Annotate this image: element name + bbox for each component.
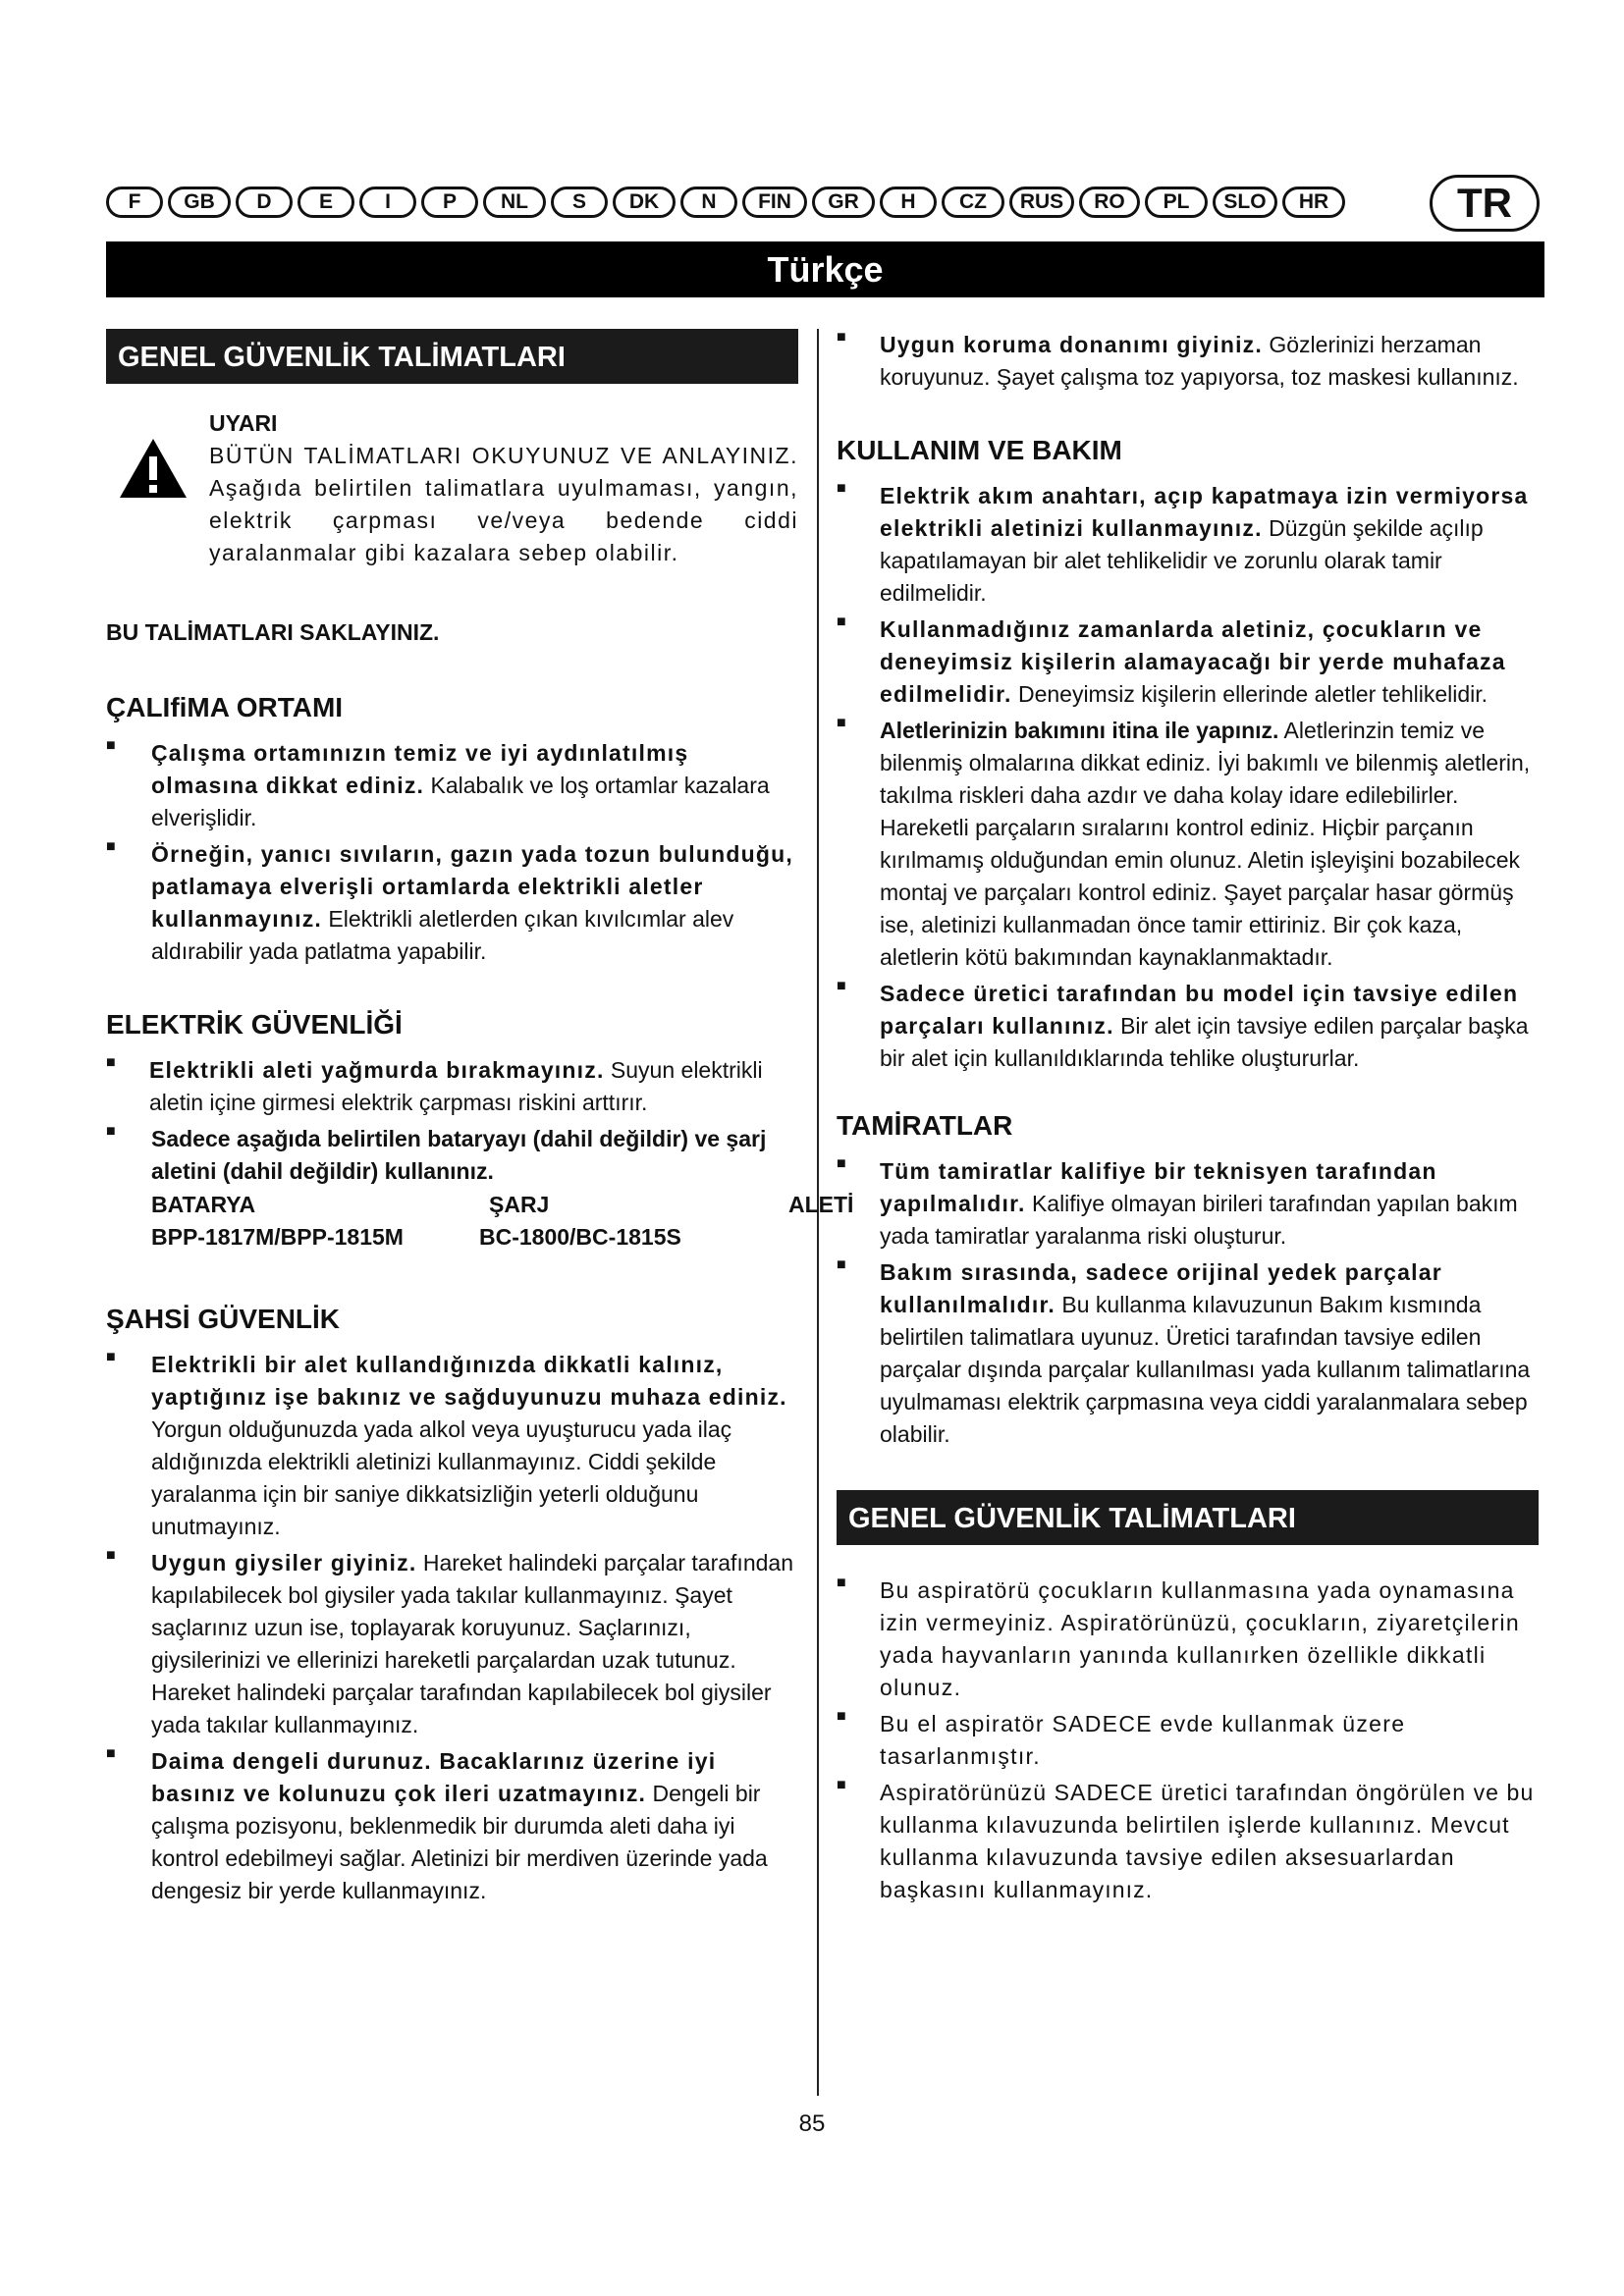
personal-safety-heading: ŞAHSİ GÜVENLİK xyxy=(106,1304,341,1334)
list-item xyxy=(106,1547,798,1741)
lang-dk[interactable]: DK xyxy=(613,187,676,218)
general-safety-heading: GENEL GÜVENLİK TALİMATLARI xyxy=(106,329,798,384)
body-text: Yorgun olduğunuzda yada alkol veya uyuşturucu yada ilaç aldığınızda elektrikli aletinizi kullanmayınız. Ciddi şekilde yaralanma için bir saniye dikkatsizliğin yeterli olduğunu unutmayınız. xyxy=(151,1416,732,1539)
bold-text: Aletlerinizin bakımını itina ile yapınız. xyxy=(880,718,1279,743)
lang-gb[interactable]: GB xyxy=(168,187,231,218)
lang-slo[interactable]: SLO xyxy=(1213,187,1277,218)
keep-instructions: BU TALİMATLARI SAKLAYINIZ. xyxy=(106,619,440,645)
body-text: Suyun elektrikli aletin içine girmesi elektrik çarpması riskini arttırır. xyxy=(149,1057,763,1115)
list-item xyxy=(106,1123,798,1188)
warning-text: BÜTÜN TALİMATLARI OKUYUNUZ VE ANLAYINIZ. Aşağıda belirtilen talimatlara uyulmaması, yangın, elektrik çarpması ve/veya bedende ciddi yaralanmalar gibi kazalara sebep olabilir. xyxy=(209,443,798,565)
bold-text: Sadece üretici tarafından bu model için tavsiye edilen parçaları kullanınız. xyxy=(880,981,1519,1039)
lang-cz[interactable]: CZ xyxy=(942,187,1004,218)
bullet-icon: ■ xyxy=(837,480,846,497)
body-text: Deneyimsiz kişilerin ellerinde aletler tehlikelidir. xyxy=(1017,681,1489,707)
electrical-safety-heading: ELEKTRİK GÜVENLİĞİ xyxy=(106,1009,403,1040)
list-item xyxy=(837,329,1539,394)
lang-rus[interactable]: RUS xyxy=(1009,187,1074,218)
bold-text: Uygun koruma donanımı giyiniz. xyxy=(880,332,1263,357)
bullet-icon: ■ xyxy=(106,838,116,855)
list-item xyxy=(837,1708,1539,1773)
lang-gr[interactable]: GR xyxy=(812,187,875,218)
left-column xyxy=(106,329,854,1911)
battery-charger-table xyxy=(106,1192,854,1260)
page-title: Türkçe xyxy=(106,241,1544,297)
bold-text: Elektrikli aleti yağmurda bırakmayınız. xyxy=(149,1057,605,1083)
list-item xyxy=(106,1745,798,1907)
charger-label: ŞARJ xyxy=(489,1192,550,1217)
body-text: Bu aspiratörü çocukların kullanmasına yada oynamasına izin vermeyiniz. Aspiratörünüzü, çocukların, ziyaretçilerin yada hayvanların yanında kullanırken özellikle dikkatli olunuz. xyxy=(880,1577,1520,1700)
list-item xyxy=(106,838,798,968)
list-item xyxy=(837,480,1539,610)
lang-fin[interactable]: FIN xyxy=(742,187,807,218)
bold-text: Uygun giysiler giyiniz. xyxy=(151,1550,417,1575)
bullet-icon: ■ xyxy=(837,1575,846,1591)
bullet-icon: ■ xyxy=(837,1155,846,1172)
list-item xyxy=(106,1349,798,1543)
bullet-icon: ■ xyxy=(837,614,846,630)
bold-text: Sadece aşağıda belirtilen bataryayı (dahil değildir) ve şarj aletini (dahil değildir) kullanınız. xyxy=(151,1126,767,1184)
bullet-icon: ■ xyxy=(837,1777,846,1793)
warning-label: UYARI xyxy=(209,410,278,436)
list-item xyxy=(837,1155,1539,1253)
bold-text: Daima dengeli durunuz. Bacaklarınız üzerine iyi basınız ve kolunuzu çok ileri uzatmayınız. xyxy=(151,1748,717,1806)
list-item xyxy=(837,978,1539,1075)
charger-label-2: ALETİ xyxy=(788,1192,854,1217)
battery-models: BPP-1817M/BPP-1815M xyxy=(151,1224,404,1250)
body-text: Kalifiye olmayan birileri tarafından yapılan bakım yada tamiratlar yaralanma riski oluşturur. xyxy=(880,1191,1518,1249)
list-item xyxy=(837,1575,1539,1704)
body-text: Bu kullanma kılavuzunun Bakım kısmında belirtilen talimatlara uyunuz. Üretici tarafından tavsiye edilen parçalar dışında parçalar kullanılması yada kullanım talimatlarına uyulmaması elektrik çarpmasına veya ciddi yaralanmalara sebep olabilir. xyxy=(880,1292,1531,1447)
work-area-heading: ÇALIfiMA ORTAMI xyxy=(106,692,344,722)
general-safety-heading-2: GENEL GÜVENLİK TALİMATLARI xyxy=(837,1490,1539,1545)
body-text: Bir alet için tavsiye edilen parçalar başka bir alet için kullanıldıklarında tehlike oluştururlar. xyxy=(880,1013,1529,1071)
body-text: Elektrikli aletlerden çıkan kıvılcımlar alev aldırabilir yada patlatma yapabilir. xyxy=(151,906,734,964)
body-text: Aletlerinzin temiz ve bilenmiş olmalarına dikkat ediniz. İyi bakımlı ve bilenmiş aletlerin, takılma riskleri daha azdır ve daha kolay idare edilebilirler. Hareketli parçaların sıralarını kontrol ediniz. Hiçbir parçanın kırılmamış olduğundan emin olunuz. Aletin işleyişini bozabilecek montaj ve parçaları kontrol ediniz. Şayet parçalar hasar görmüş ise, aletinizi kullanmadan önce tamir ettiriniz. Bir çok kaza, aletlerin kötü bakımından kaynaklanmaktadır. xyxy=(880,718,1531,970)
body-text: Hareket halindeki parçalar tarafından kapılabilecek bol giysiler yada takılar kullanmayınız. Şayet saçlarınız uzun ise, toplayarak koruyunuz. Saçlarınızı, giysilerinizi ve ellerinizi hareketli parçalardan uzak tutunuz. Hareket halindeki parçalar tarafından kapılabilecek bol giysiler yada takılar kullanmayınız. xyxy=(151,1550,793,1737)
body-text: Dengeli bir çalışma pozisyonu, beklenmedik bir durumda aleti daha iyi kontrol edebilmeyi sağlar. Aletinizi bir merdiven üzerinde yada dengesiz bir yerde kullanmayınız. xyxy=(151,1781,768,1903)
battery-label: BATARYA xyxy=(151,1192,256,1217)
list-item xyxy=(106,737,798,834)
lang-i[interactable]: I xyxy=(359,187,416,218)
right-column xyxy=(837,329,1539,1910)
body-text: Gözlerinizi herzaman koruyunuz. Şayet çalışma toz yapıyorsa, toz maskesi kullanınız. xyxy=(880,332,1519,390)
repairs-heading: TAMİRATLAR xyxy=(837,1110,1013,1141)
lang-d[interactable]: D xyxy=(236,187,293,218)
body-text: Aspiratörünüzü SADECE üretici tarafından öngörülen ve bu kullanma kılavuzunda belirtilen işlerde kullanınız. Mevcut kullanma kılavuzunda tavsiye edilen aksesuarlardan başkasını kullanmayınız. xyxy=(880,1780,1535,1902)
lang-pl[interactable]: PL xyxy=(1145,187,1208,218)
lang-f[interactable]: F xyxy=(106,187,163,218)
bullet-icon: ■ xyxy=(837,329,846,346)
list-item xyxy=(837,614,1539,711)
bullet-icon: ■ xyxy=(106,1123,116,1140)
language-bar xyxy=(106,175,1544,243)
body-text: Kalabalık ve loş ortamlar kazalara elverişlidir. xyxy=(151,773,770,830)
bold-text: Bakım sırasında, sadece orijinal yedek parçalar kullanılmalıdır. xyxy=(880,1259,1442,1317)
bold-text: Elektrik akım anahtarı, açıp kapatmaya izin vermiyorsa elektrikli aletinizi kullanmayınız. xyxy=(880,483,1529,541)
body-text: Düzgün şekilde açılıp kapatılamayan bir alet tehlikelidir ve zorunlu olarak tamir edilmelidir. xyxy=(880,515,1484,606)
list-item xyxy=(837,1777,1539,1906)
bullet-icon: ■ xyxy=(106,737,116,754)
lang-tr[interactable]: TR xyxy=(1430,175,1540,232)
bold-text: Örneğin, yanıcı sıvıların, gazın yada tozun bulunduğu, patlamaya elverişli ortamlarda elektrikli aletler kullanmayınız. xyxy=(151,841,793,932)
lang-e[interactable]: E xyxy=(298,187,354,218)
page-number: 85 xyxy=(798,2110,826,2137)
bullet-icon: ■ xyxy=(106,1745,116,1762)
warning-block xyxy=(106,407,798,569)
bullet-icon: ■ xyxy=(837,1256,846,1273)
lang-p[interactable]: P xyxy=(421,187,478,218)
lang-nl[interactable]: NL xyxy=(483,187,546,218)
charger-models: BC-1800/BC-1815S xyxy=(479,1224,681,1250)
bullet-icon: ■ xyxy=(837,715,846,731)
list-item xyxy=(837,715,1539,974)
lang-hr[interactable]: HR xyxy=(1282,187,1345,218)
lang-h[interactable]: H xyxy=(880,187,937,218)
list-item xyxy=(106,1054,798,1119)
bold-text: Çalışma ortamınızın temiz ve iyi aydınlatılmış olmasına dikkat ediniz. xyxy=(151,740,689,798)
use-care-heading: KULLANIM VE BAKIM xyxy=(837,435,1122,465)
list-item xyxy=(837,1256,1539,1451)
bold-text: Elektrikli bir alet kullandığınızda dikkatli kalınız, yaptığınız işe bakınız ve sağduyunuzu muhaza ediniz. xyxy=(151,1352,787,1410)
lang-ro[interactable]: RO xyxy=(1079,187,1140,218)
bullet-icon: ■ xyxy=(106,1547,116,1564)
bold-text: Tüm tamiratlar kalifiye bir teknisyen tarafından yapılmalıdır. xyxy=(880,1158,1437,1216)
lang-n[interactable]: N xyxy=(680,187,737,218)
bullet-icon: ■ xyxy=(837,1708,846,1725)
body-text: Bu el aspiratör SADECE evde kullanmak üzere tasarlanmıştır. xyxy=(880,1711,1406,1769)
bullet-icon: ■ xyxy=(106,1054,116,1071)
bullet-icon: ■ xyxy=(837,978,846,994)
warning-triangle-icon xyxy=(118,437,189,500)
bullet-icon: ■ xyxy=(106,1349,116,1365)
lang-s[interactable]: S xyxy=(551,187,608,218)
bold-text: Kullanmadığınız zamanlarda aletiniz, çocukların ve deneyimsiz kişilerin alamayacağı bir yerde muhafaza edilmelidir. xyxy=(880,616,1506,707)
